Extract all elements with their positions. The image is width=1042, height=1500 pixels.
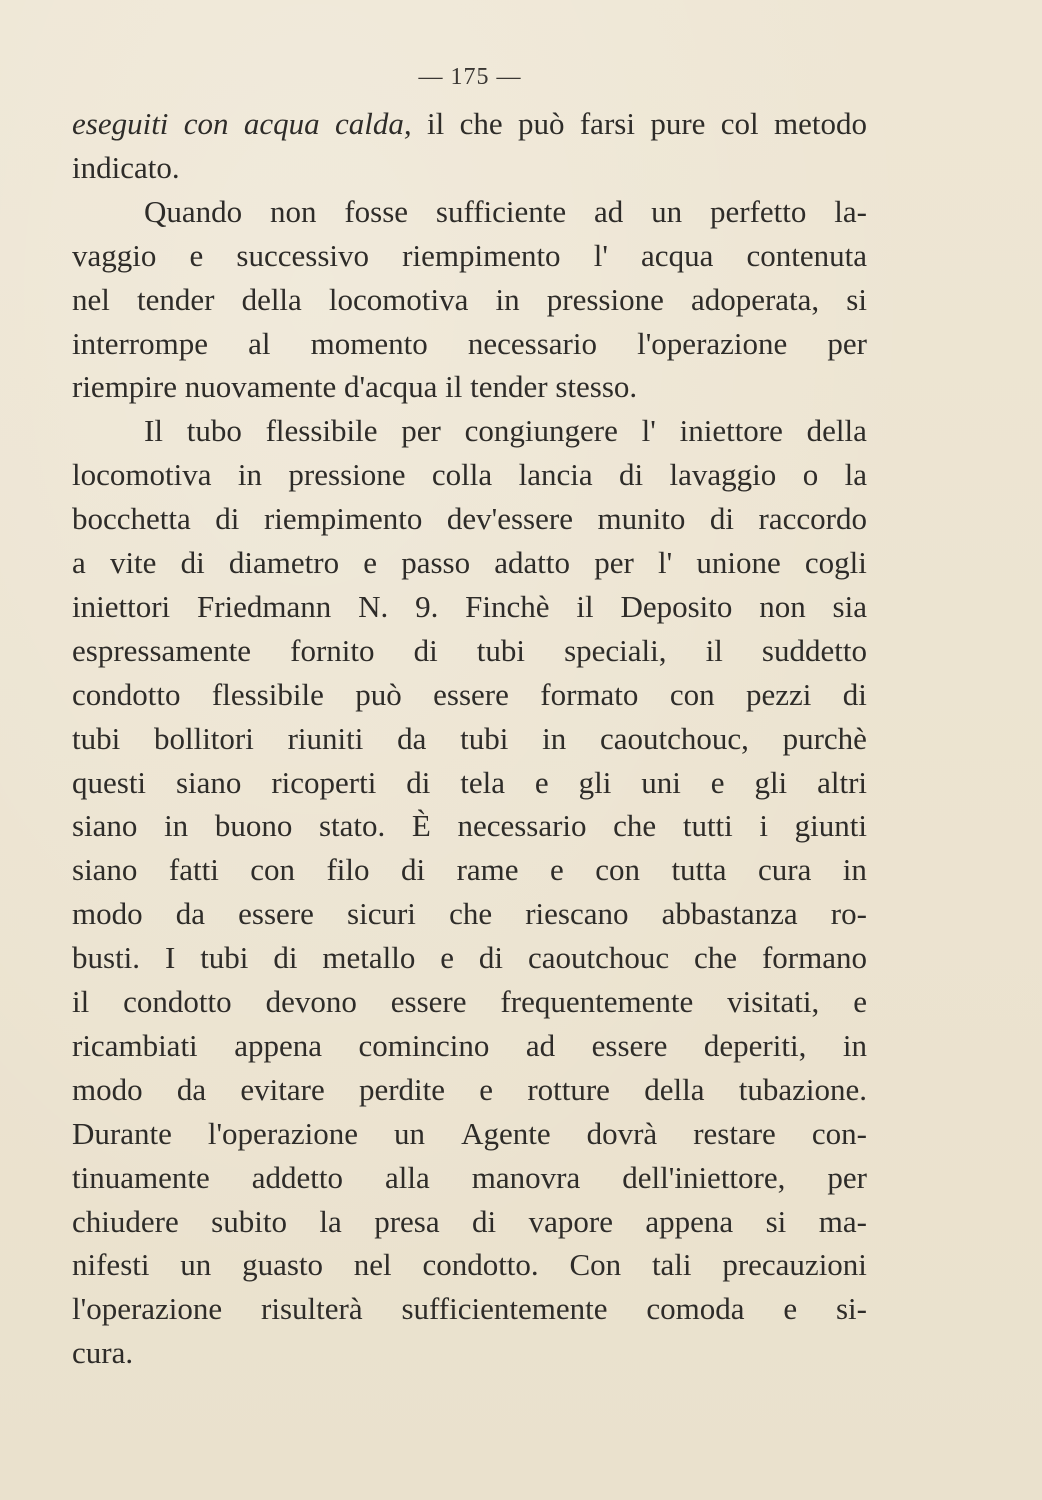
word: adatto: [494, 545, 571, 580]
word: e: [440, 940, 455, 976]
word: in: [237, 457, 263, 493]
text-line: [72, 455, 867, 495]
word: condotto: [72, 676, 181, 712]
word: suddetto: [761, 632, 867, 668]
word: busti.: [72, 940, 141, 976]
text-line: [72, 280, 867, 320]
word: tubazione.: [738, 1071, 867, 1107]
word: Il: [144, 413, 163, 449]
word: bocchetta: [72, 501, 191, 537]
word: ad: [525, 1027, 556, 1063]
word: farsi: [579, 106, 635, 141]
text-line: [72, 543, 867, 583]
word: dell'iniettore,: [622, 1159, 786, 1195]
word: tubi: [476, 632, 526, 668]
word: ricoperti: [271, 764, 377, 800]
word: successivo: [236, 237, 370, 273]
word: cura.: [72, 1335, 134, 1371]
word: Deposito: [620, 588, 733, 624]
text-line: [72, 763, 867, 803]
word: il: [576, 588, 594, 624]
word: il: [705, 632, 723, 668]
word: modo: [72, 1071, 143, 1107]
word: frequentemente: [500, 984, 694, 1019]
word: caoutchouc: [527, 940, 670, 976]
word: e: [189, 237, 204, 273]
word: da: [175, 896, 206, 932]
text-line: [72, 148, 867, 188]
word: e: [363, 545, 378, 580]
word: purchè: [782, 720, 867, 756]
word: a: [72, 545, 86, 580]
word: e: [534, 764, 549, 800]
text-line: [72, 1158, 867, 1198]
word: di: [413, 632, 438, 668]
text-line: [72, 806, 867, 846]
word: fornito: [290, 632, 375, 668]
word: non: [759, 588, 806, 624]
word: riempimento: [402, 237, 561, 273]
text-line: [72, 719, 867, 759]
word: Friedmann: [196, 588, 332, 624]
word: flessibile: [211, 676, 324, 712]
word: lancia: [518, 457, 593, 493]
word: e: [853, 984, 867, 1019]
word: congiungere: [464, 413, 618, 449]
word: diametro: [228, 545, 340, 580]
word: tubi: [460, 720, 509, 756]
word: condotto.: [422, 1247, 539, 1283]
text-line: [72, 236, 867, 276]
word: non: [270, 193, 317, 229]
word: buono: [214, 808, 293, 844]
word: della: [241, 281, 302, 317]
text-line: [72, 894, 867, 934]
text-line: [72, 1026, 867, 1066]
word: può: [355, 676, 402, 712]
word: contenuta: [746, 237, 867, 273]
word: di: [215, 501, 240, 537]
word: ro-: [830, 896, 867, 932]
word: Finchè: [465, 588, 550, 624]
word: rame: [456, 852, 519, 888]
word: in: [542, 720, 567, 756]
word: siano: [175, 764, 242, 800]
word: rotture: [527, 1071, 610, 1107]
word: di: [180, 545, 205, 580]
word: riuniti: [287, 720, 364, 756]
text-line: [72, 631, 867, 671]
word: da: [397, 720, 427, 756]
word: lavaggio: [669, 457, 777, 493]
word: abbastanza: [661, 896, 798, 932]
word: un: [394, 1115, 426, 1151]
word: per: [827, 1159, 867, 1195]
text-line: [72, 1202, 867, 1242]
word: col: [720, 106, 759, 141]
word: modo: [72, 896, 143, 932]
word: di: [401, 852, 426, 888]
word: riempimento: [263, 501, 423, 537]
word: pure: [650, 106, 706, 141]
word: d'acqua: [344, 369, 438, 405]
text-line: [72, 587, 867, 627]
word: con: [183, 106, 229, 141]
word: e: [783, 1291, 798, 1327]
word: tubo: [186, 413, 242, 449]
word: un: [651, 193, 683, 229]
word: l'operazione: [637, 325, 788, 361]
word: siano: [72, 808, 138, 844]
word: sufficientemente: [401, 1291, 608, 1327]
word: di: [842, 676, 867, 712]
word: con-: [811, 1115, 867, 1151]
word: per: [827, 325, 867, 361]
word: acqua: [641, 237, 714, 273]
word: dev'essere: [446, 501, 573, 537]
word: della: [644, 1071, 705, 1107]
word: precauzioni: [722, 1247, 867, 1283]
word: speciali,: [564, 632, 667, 668]
word: tinuamente: [72, 1159, 210, 1195]
word: tutti: [682, 808, 733, 844]
word: della: [806, 413, 867, 449]
word: e: [479, 1071, 494, 1107]
word: caoutchouc,: [599, 720, 749, 756]
word: tubi: [200, 940, 249, 976]
word: formano: [761, 940, 867, 976]
word: stato.: [318, 808, 386, 844]
word: N.: [358, 588, 389, 624]
word: appena: [234, 1027, 322, 1063]
word: essere: [390, 984, 467, 1019]
word: tela: [460, 764, 506, 800]
word: vite: [109, 545, 157, 580]
word: può: [518, 106, 565, 141]
word: raccordo: [758, 501, 867, 537]
word: giunti: [794, 808, 867, 844]
word: guasto: [242, 1247, 323, 1283]
word: in: [842, 1027, 867, 1063]
word: si-: [835, 1291, 867, 1327]
word: restare: [693, 1115, 776, 1151]
word: si: [765, 1203, 787, 1239]
word: gli: [578, 764, 612, 800]
word: risulterà: [261, 1291, 363, 1327]
word: devono: [265, 984, 357, 1019]
word: l'operazione: [72, 1291, 223, 1327]
text-line: [72, 938, 867, 978]
word: un: [180, 1247, 212, 1283]
word: Quando: [144, 193, 243, 229]
text-line: [72, 1070, 867, 1110]
word: È: [411, 808, 431, 844]
word: cogli: [804, 545, 867, 580]
word: appena: [645, 1203, 734, 1239]
word: alla: [385, 1159, 430, 1195]
word: e: [550, 852, 564, 888]
word: in: [164, 808, 189, 844]
word: evitare: [240, 1071, 325, 1107]
word: che: [459, 106, 503, 141]
word: gli: [754, 764, 788, 800]
word: con: [595, 852, 640, 888]
text-line: [72, 982, 867, 1022]
word: I: [164, 940, 176, 976]
word: tali: [651, 1247, 692, 1283]
word: nuovamente: [184, 369, 337, 405]
word: locomotiva: [72, 457, 212, 493]
word: il: [72, 984, 90, 1019]
word: che: [613, 808, 657, 844]
word: colla: [431, 457, 493, 493]
word: comoda: [646, 1291, 745, 1327]
word: perfetto: [709, 193, 807, 229]
word: che: [449, 896, 493, 932]
word: riempire: [72, 369, 178, 405]
word: l': [593, 237, 608, 273]
word: di: [406, 764, 431, 800]
word: in: [495, 281, 520, 317]
word: deperiti,: [703, 1027, 807, 1063]
word: stesso.: [555, 369, 638, 405]
word: che: [694, 940, 738, 976]
word: l': [641, 413, 656, 449]
word: flessibile: [265, 413, 378, 449]
word: vaggio: [72, 237, 157, 273]
word: altri: [817, 764, 867, 800]
word: con: [669, 676, 715, 712]
word: indicato.: [72, 149, 180, 185]
word: sufficiente: [435, 193, 567, 229]
word: metallo: [322, 940, 416, 976]
word: di: [619, 457, 644, 493]
word: pezzi: [746, 676, 812, 712]
word: pressione: [288, 457, 406, 493]
word: necessario: [457, 808, 587, 844]
word: nifesti: [72, 1247, 150, 1283]
word: questi: [72, 764, 147, 800]
word: munito: [597, 501, 686, 537]
word: di: [478, 940, 504, 976]
word: vapore: [528, 1203, 613, 1239]
word: iniettore: [679, 413, 783, 449]
text-line: [72, 104, 867, 144]
word: cura: [758, 852, 812, 888]
word: con: [250, 852, 296, 888]
text-line: [72, 192, 867, 232]
word: nel: [353, 1247, 392, 1283]
word: Agente: [461, 1115, 551, 1151]
text-line: [72, 499, 867, 539]
word: acqua: [243, 106, 320, 141]
word: nel: [72, 281, 110, 317]
text-line: [72, 1245, 867, 1285]
word: il: [445, 369, 463, 405]
word: fosse: [344, 193, 409, 229]
word: la-: [834, 193, 867, 229]
word: 9.: [415, 588, 439, 624]
word: filo: [326, 852, 370, 888]
word: tender: [136, 281, 215, 317]
text-line: [72, 324, 867, 364]
word: si: [846, 281, 867, 317]
word: ricambiati: [72, 1027, 198, 1063]
word: siano: [72, 852, 138, 888]
word: al: [248, 325, 271, 361]
text-line: [72, 1114, 867, 1154]
word: per: [401, 413, 441, 449]
word: sicuri: [347, 896, 416, 932]
word: riescano: [525, 896, 629, 932]
word: tubi: [72, 720, 121, 756]
word: essere: [591, 1027, 668, 1063]
word: pressione: [546, 281, 664, 317]
text-line: [72, 1333, 867, 1373]
word: manovra: [471, 1159, 581, 1195]
word: passo: [401, 545, 471, 580]
text-line: [72, 675, 867, 715]
word: i: [759, 808, 769, 844]
word: condotto: [123, 984, 232, 1019]
word: la: [319, 1203, 342, 1239]
word: per: [594, 545, 634, 580]
word: la: [844, 457, 867, 493]
word: necessario: [467, 325, 597, 361]
text-line: [72, 1289, 867, 1329]
word: perdite: [358, 1071, 446, 1107]
word: chiudere: [72, 1203, 179, 1239]
word: il: [427, 106, 445, 141]
word: sia: [832, 588, 867, 624]
word: formato: [540, 676, 639, 712]
word: presa: [374, 1203, 440, 1239]
text-line: [72, 411, 867, 451]
word: ma-: [818, 1203, 867, 1239]
word: da: [176, 1071, 207, 1107]
word: di: [273, 940, 298, 976]
word: uni: [641, 764, 681, 800]
word: di: [472, 1203, 497, 1239]
word: momento: [310, 325, 428, 361]
word: visitati,: [727, 984, 820, 1019]
word: di: [709, 501, 734, 537]
word: addetto: [251, 1159, 343, 1195]
word: interrompe: [72, 325, 209, 361]
word: espressamente: [72, 632, 252, 668]
page-number: — 175 —: [418, 64, 522, 90]
word: tutta: [671, 852, 727, 888]
word: locomotiva: [328, 281, 469, 317]
text-line: [72, 367, 867, 407]
word: e: [710, 764, 725, 800]
word: adoperata,: [690, 281, 820, 317]
word: unione: [696, 545, 781, 580]
word: fatti: [168, 852, 219, 888]
word: in: [842, 852, 867, 888]
word: eseguiti: [72, 106, 169, 141]
word: metodo: [774, 106, 867, 141]
word: dovrà: [586, 1115, 658, 1151]
word: essere: [433, 676, 509, 712]
word: iniettori: [72, 588, 171, 624]
word: calda,: [335, 106, 412, 141]
text-line: [72, 850, 867, 890]
word: comincino: [358, 1027, 490, 1063]
word: Con: [569, 1247, 622, 1283]
word: essere: [238, 896, 314, 932]
word: l'operazione: [207, 1115, 359, 1151]
word: Durante: [72, 1115, 172, 1151]
word: subito: [211, 1203, 287, 1239]
word: o: [802, 457, 819, 493]
word: tender: [470, 369, 548, 405]
word: bollitori: [153, 720, 254, 756]
word: ad: [594, 193, 624, 229]
word: l': [657, 545, 673, 580]
